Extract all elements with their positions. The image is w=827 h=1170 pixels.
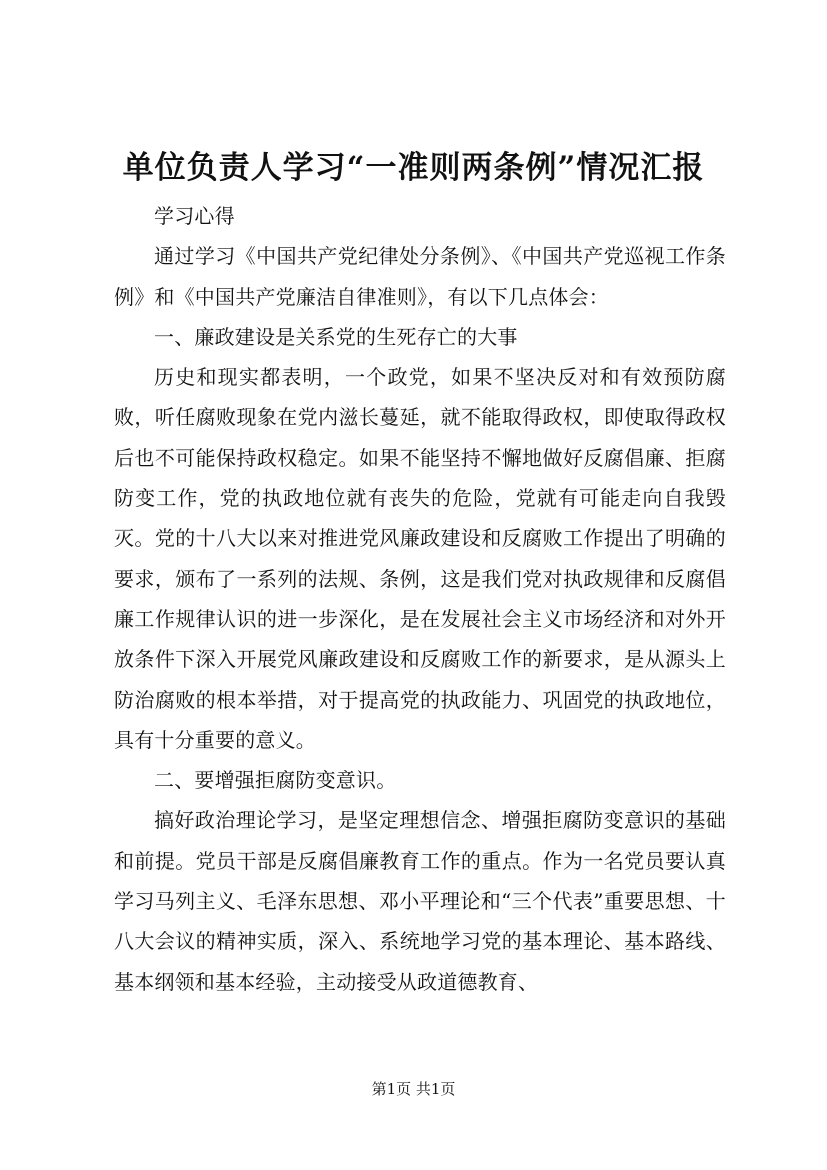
paragraph-section-1: 历史和现实都表明，一个政党，如果不坚决反对和有效预防腐败，听任腐败现象在党内滋长蔓延，就不能取得政权，即使取得政权后也不可能保持政权稳定。如果不能坚持不懈地做好反腐倡廉、拒腐防变工作，党的执政地位就有丧失的危险，党就有可能走向自我毁灭。党的十八大以来对推进党风廉政建设和反腐败工作提出了明确的要求，颁布了一系列的法规、条例，这是我们党对执政规律和反腐倡廉工作规律认识的进一步深化，是在发展社会主义市场经济和对外开放条件下深入开展党风廉政建设和反腐败工作的新要求，是从源头上防治腐败的根本举措，对于提高党的执政能力、巩固党的执政地位，具有十分重要的意义。: [114, 365, 726, 752]
paragraph-section-2: 搞好政治理论学习，是坚定理想信念、增强拒腐防变意识的基础和前提。党员干部是反腐倡廉教育工作的重点。作为一名党员要认真学习马列主义、毛泽东思想、邓小平理论和“三个代表”重要思想、十八大会议的精神实质，深入、系统地学习党的基本理论、基本路线、基本纲领和基本经验，主动接受从政道德教育、: [114, 808, 726, 994]
document-title: 单位负责人学习“一准则两条例”情况汇报: [122, 150, 705, 186]
section-heading-2: 二、要增强拒腐防变意识。: [154, 768, 397, 793]
paragraph-subtitle: 学习心得: [154, 204, 235, 228]
document-body: [114, 196, 726, 1002]
paragraph-intro: 通过学习《中国共产党纪律处分条例》、《中国共产党巡视工作条例》和《中国共产党廉洁自律准则》，有以下几点体会：: [114, 244, 726, 309]
section-heading-1: 一、廉政建设是关系党的生死存亡的大事: [154, 324, 518, 349]
page-footer: 第1页 共1页: [371, 1080, 456, 1098]
